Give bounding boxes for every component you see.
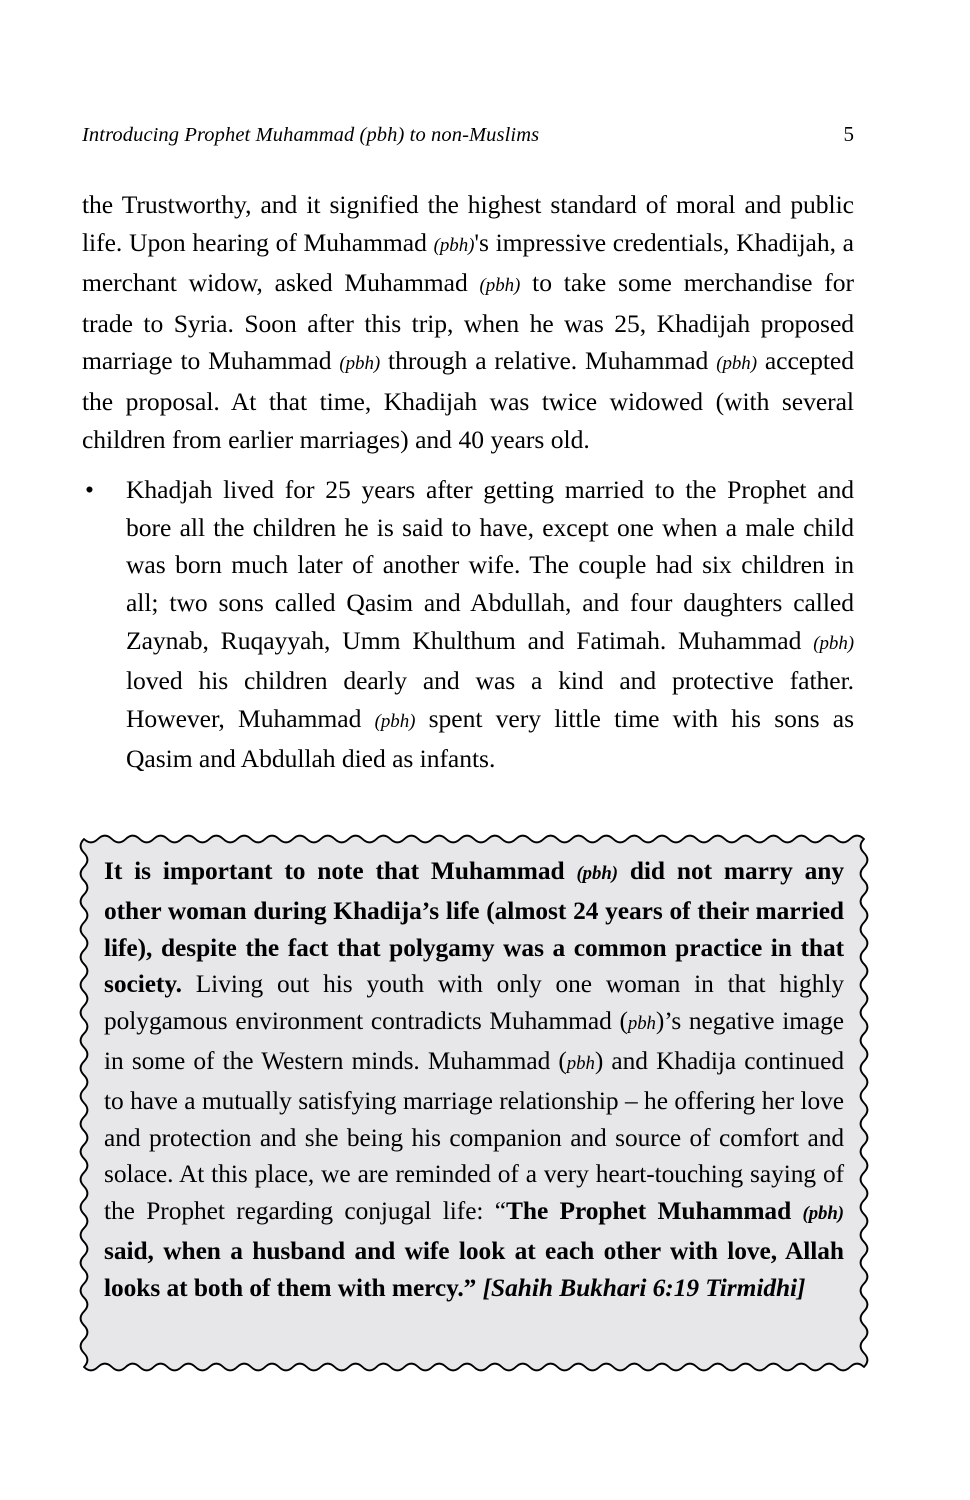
pbh-abbreviation: pbh <box>627 1013 656 1035</box>
callout-box <box>78 833 870 1373</box>
paragraph-segment: through a relative. Muhammad <box>380 346 717 376</box>
list-item-segment: Khadjah lived for 25 years after getting married to the Prophet and bore all the children he is said to have, except one when a male child was born much later of another wife. The couple had six children in all; two sons called Qasim and Abdullah, and four daughters called Zaynab, Ruqayyah, Umm Khulthum and Fatimah. Muhammad <box>126 475 854 655</box>
pbh-abbreviation: (pbh) <box>433 234 475 256</box>
callout-paragraph <box>104 853 844 1307</box>
pbh-abbreviation: (pbh) <box>576 863 618 884</box>
bullet-list <box>82 471 854 778</box>
running-header-title: Introducing Prophet Muhammad (pbh) to non-Muslims <box>82 124 540 146</box>
pbh-abbreviation: (pbh) <box>716 353 757 375</box>
pbh-abbreviation: pbh <box>566 1052 595 1074</box>
callout-regular-segment: Living out his youth with only one woman in that highly polygamous environment contradicts Muhammad ( <box>104 970 844 1036</box>
list-item-segment: spent very little time with his sons as Qasim and Abdullah died as infants. <box>126 703 854 774</box>
pbh-abbreviation: (pbh) <box>339 353 381 375</box>
paragraph-segment: 's impressive credentials, Khadijah, a merchant widow, asked Muhammad <box>82 227 854 298</box>
pbh-abbreviation: (pbh) <box>479 275 521 297</box>
pbh-abbreviation: (pbh) <box>813 632 854 654</box>
hadith-quote-segment: said, when a husband and wife look at each other with love, Allah looks at both of them with mercy.” <box>104 1236 844 1302</box>
pbh-abbreviation: (pbh) <box>802 1203 844 1225</box>
page-number: 5 <box>843 122 854 146</box>
callout-regular-segment: ) and Khadija continued to have a mutually satisfying marriage relationship – he offering her love and protection and she being his companion and source of comfort and solace. At this place, we are reminded of a very heart-touching saying of the Prophet regarding conjugal life: “ <box>104 1046 844 1226</box>
list-item <box>82 471 854 778</box>
list-item-segment: loved his children dearly and was a kind and protective father. However, Muhammad <box>126 666 854 733</box>
hadith-citation: [Sahih Bukhari 6:19 Tirmidhi] <box>476 1273 806 1302</box>
paragraph-segment: the Trustworthy, and it signified the highest standard of moral and public life. Upon hearing of Muhammad <box>82 190 854 257</box>
paragraph-continuation <box>82 186 854 458</box>
bullet-point-icon: • <box>85 475 94 505</box>
hadith-quote-segment: The Prophet Muhammad <box>506 1197 803 1226</box>
callout-text <box>104 853 844 1307</box>
callout-regular-segment: )’s negative image in some of the Western minds. Muhammad ( <box>104 1007 844 1075</box>
paragraph-segment: accepted the proposal. At that time, Khadijah was twice widowed (with several children from earlier marriages) and 40 years old. <box>82 346 854 454</box>
callout-bold-segment: did not marry any other woman during Khadija’s life (almost 24 years of their married life), despite the fact that polygamy was a common practice in that society. <box>104 857 844 999</box>
callout-bold-segment: It is important to note that Muhammad <box>104 857 577 885</box>
pbh-abbreviation: (pbh) <box>374 710 416 732</box>
running-header <box>82 122 854 147</box>
body-text-column <box>82 186 854 778</box>
paragraph-segment: to take some merchandise for trade to Syria. Soon after this trip, when he was 25, Khadijah proposed marriage to Muhammad <box>82 268 855 376</box>
